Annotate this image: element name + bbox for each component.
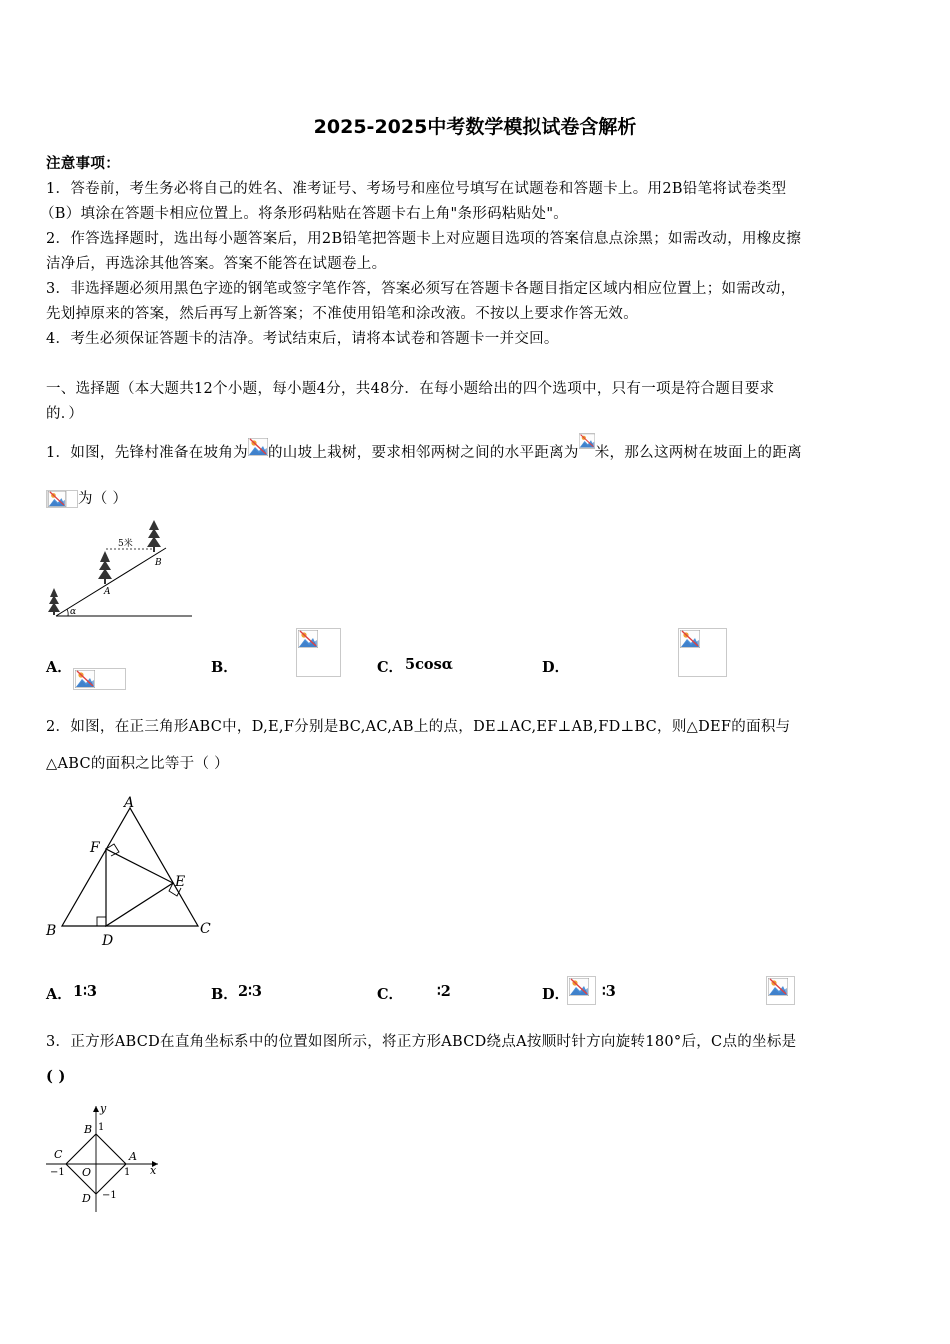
point-b-label: B — [46, 923, 57, 939]
point-b-label: B — [155, 558, 162, 568]
q1-option-c-text[interactable]: 5cosα — [405, 656, 453, 673]
notice-line: 4．考生必须保证答题卡的洁净。考试结束后，请将本试卷和答题卡一并交回。 — [46, 331, 559, 347]
angle-label: α — [70, 607, 77, 617]
q1-option-a-image[interactable] — [73, 668, 126, 690]
section-heading-cont: 的．） — [46, 406, 84, 422]
formula-image-alpha — [248, 438, 268, 456]
notice-line: 1．答卷前，考生务必将自己的姓名、准考证号、考场号和座位号填写在试题卷和答题卡上。用2B铅笔将试卷类型 — [46, 181, 787, 197]
notice-line: 先划掉原来的答案，然后再写上新答案；不准使用铅笔和涂改液。不按以上要求作答无效。 — [46, 306, 638, 322]
formula-image-5 — [579, 432, 595, 462]
tick-label-x-neg1: −1 — [50, 1167, 65, 1178]
notice-line: 3．非选择题必须用黑色字迹的钢笔或签字笔作答，答案必须写在答题卡各题目指定区域内相应位置上；如需改动， — [46, 281, 796, 297]
q2-option-d-text[interactable]: ∶3 — [602, 983, 616, 1000]
q1-option-c-label: C． — [377, 659, 404, 676]
section-heading: 一、选择题（本大题共12个小题，每小题4分，共48分．在每小题给出的四个选项中，只有一项是符合题目要求 — [46, 381, 775, 397]
angle-arc — [67, 609, 68, 616]
q2-option-a-text[interactable]: 1∶3 — [73, 983, 97, 1000]
q1-text-part: 的山坡上栽树，要求相邻两树之间的水平距离为 — [267, 445, 579, 461]
point-d-label: D — [102, 933, 114, 945]
question-2-text-cont: △ABC的面积之比等于（ ） — [46, 756, 229, 772]
origin-label: O — [82, 1166, 92, 1179]
point-a-label: A — [129, 1150, 137, 1163]
q2-option-b-text[interactable]: 2∶3 — [238, 983, 262, 1000]
coordinate-figure — [40, 1098, 170, 1218]
notice-line: （B）填涂在答题卡相应位置上。将条形码粘贴在答题卡右上角"条形码粘贴处"。 — [40, 206, 569, 222]
point-a-label: A — [124, 795, 135, 811]
q1-text-part: 为（ ） — [78, 491, 128, 507]
point-d-label: D — [82, 1192, 91, 1205]
y-axis-label: y — [100, 1102, 107, 1115]
question-1-text — [46, 438, 802, 468]
x-axis-label: x — [150, 1164, 157, 1177]
q2-option-c-label: C． — [377, 986, 404, 1003]
question-2-text: 2．如图，在正三角形ABC中，D,E,F分别是BC,AC,AB上的点，DE⊥AC,EF⊥AB,FD⊥BC，则△DEF的面积与 — [46, 719, 791, 735]
point-b-label: B — [84, 1123, 93, 1136]
q2-option-c-image[interactable] — [567, 976, 596, 1005]
triangle-figure — [40, 790, 220, 945]
q2-option-d-label: D． — [542, 986, 570, 1003]
right-angle-d — [97, 917, 106, 926]
point-e-label: E — [175, 874, 186, 890]
question-1-text-cont — [46, 487, 127, 508]
point-c-label: C — [54, 1148, 63, 1161]
q1-option-d-image[interactable] — [678, 628, 727, 677]
q2-option-d-image[interactable] — [766, 976, 795, 1005]
q2-option-b-label: B． — [211, 986, 238, 1003]
notice-heading: 注意事项： — [46, 155, 120, 172]
point-f-label: F — [90, 840, 100, 856]
page-title: 2025-2025中考数学模拟试卷含解析 — [313, 116, 637, 138]
y-axis-arrow — [93, 1106, 99, 1112]
q1-text-part: 米，那么这两树在坡面上的距离 — [594, 445, 802, 461]
tick-label-y-1: 1 — [98, 1122, 105, 1133]
question-3-text: 3．正方形ABCD在直角坐标系中的位置如图所示，将正方形ABCD绕点A按顺时针方向旋转180°后，C点的坐标是 — [46, 1034, 797, 1050]
tree-icon — [98, 551, 112, 584]
distance-label: 5米 — [118, 539, 133, 549]
notice-line: 洁净后，再选涂其他答案。答案不能答在试题卷上。 — [46, 256, 387, 272]
slope-line — [56, 548, 166, 616]
question-3-text-cont: ( ) — [46, 1068, 66, 1085]
q1-option-b-image[interactable] — [296, 628, 341, 677]
triangle-abc — [62, 808, 198, 926]
point-a-label: A — [104, 587, 111, 597]
tree-icon — [147, 520, 161, 552]
q1-option-a-label: A． — [46, 659, 72, 676]
q2-option-c-text[interactable]: ∶2 — [437, 983, 451, 1000]
q2-option-a-label: A． — [46, 986, 72, 1003]
formula-image-ab — [46, 490, 78, 508]
q1-option-d-label: D． — [542, 659, 570, 676]
tick-label-x-1: 1 — [124, 1167, 131, 1178]
tick-label-y-neg1: −1 — [102, 1190, 117, 1201]
q1-option-b-label: B． — [211, 659, 238, 676]
q1-text-part: 1．如图，先锋村准备在坡角为 — [46, 445, 248, 461]
point-c-label: C — [200, 921, 211, 937]
notice-line: 2．作答选择题时，选出每小题答案后，用2B铅笔把答题卡上对应题目选项的答案信息点涂黑；如需改动，用橡皮擦 — [46, 231, 802, 247]
triangle-def — [106, 849, 173, 926]
slope-figure — [40, 515, 200, 625]
tree-icon — [48, 588, 60, 615]
